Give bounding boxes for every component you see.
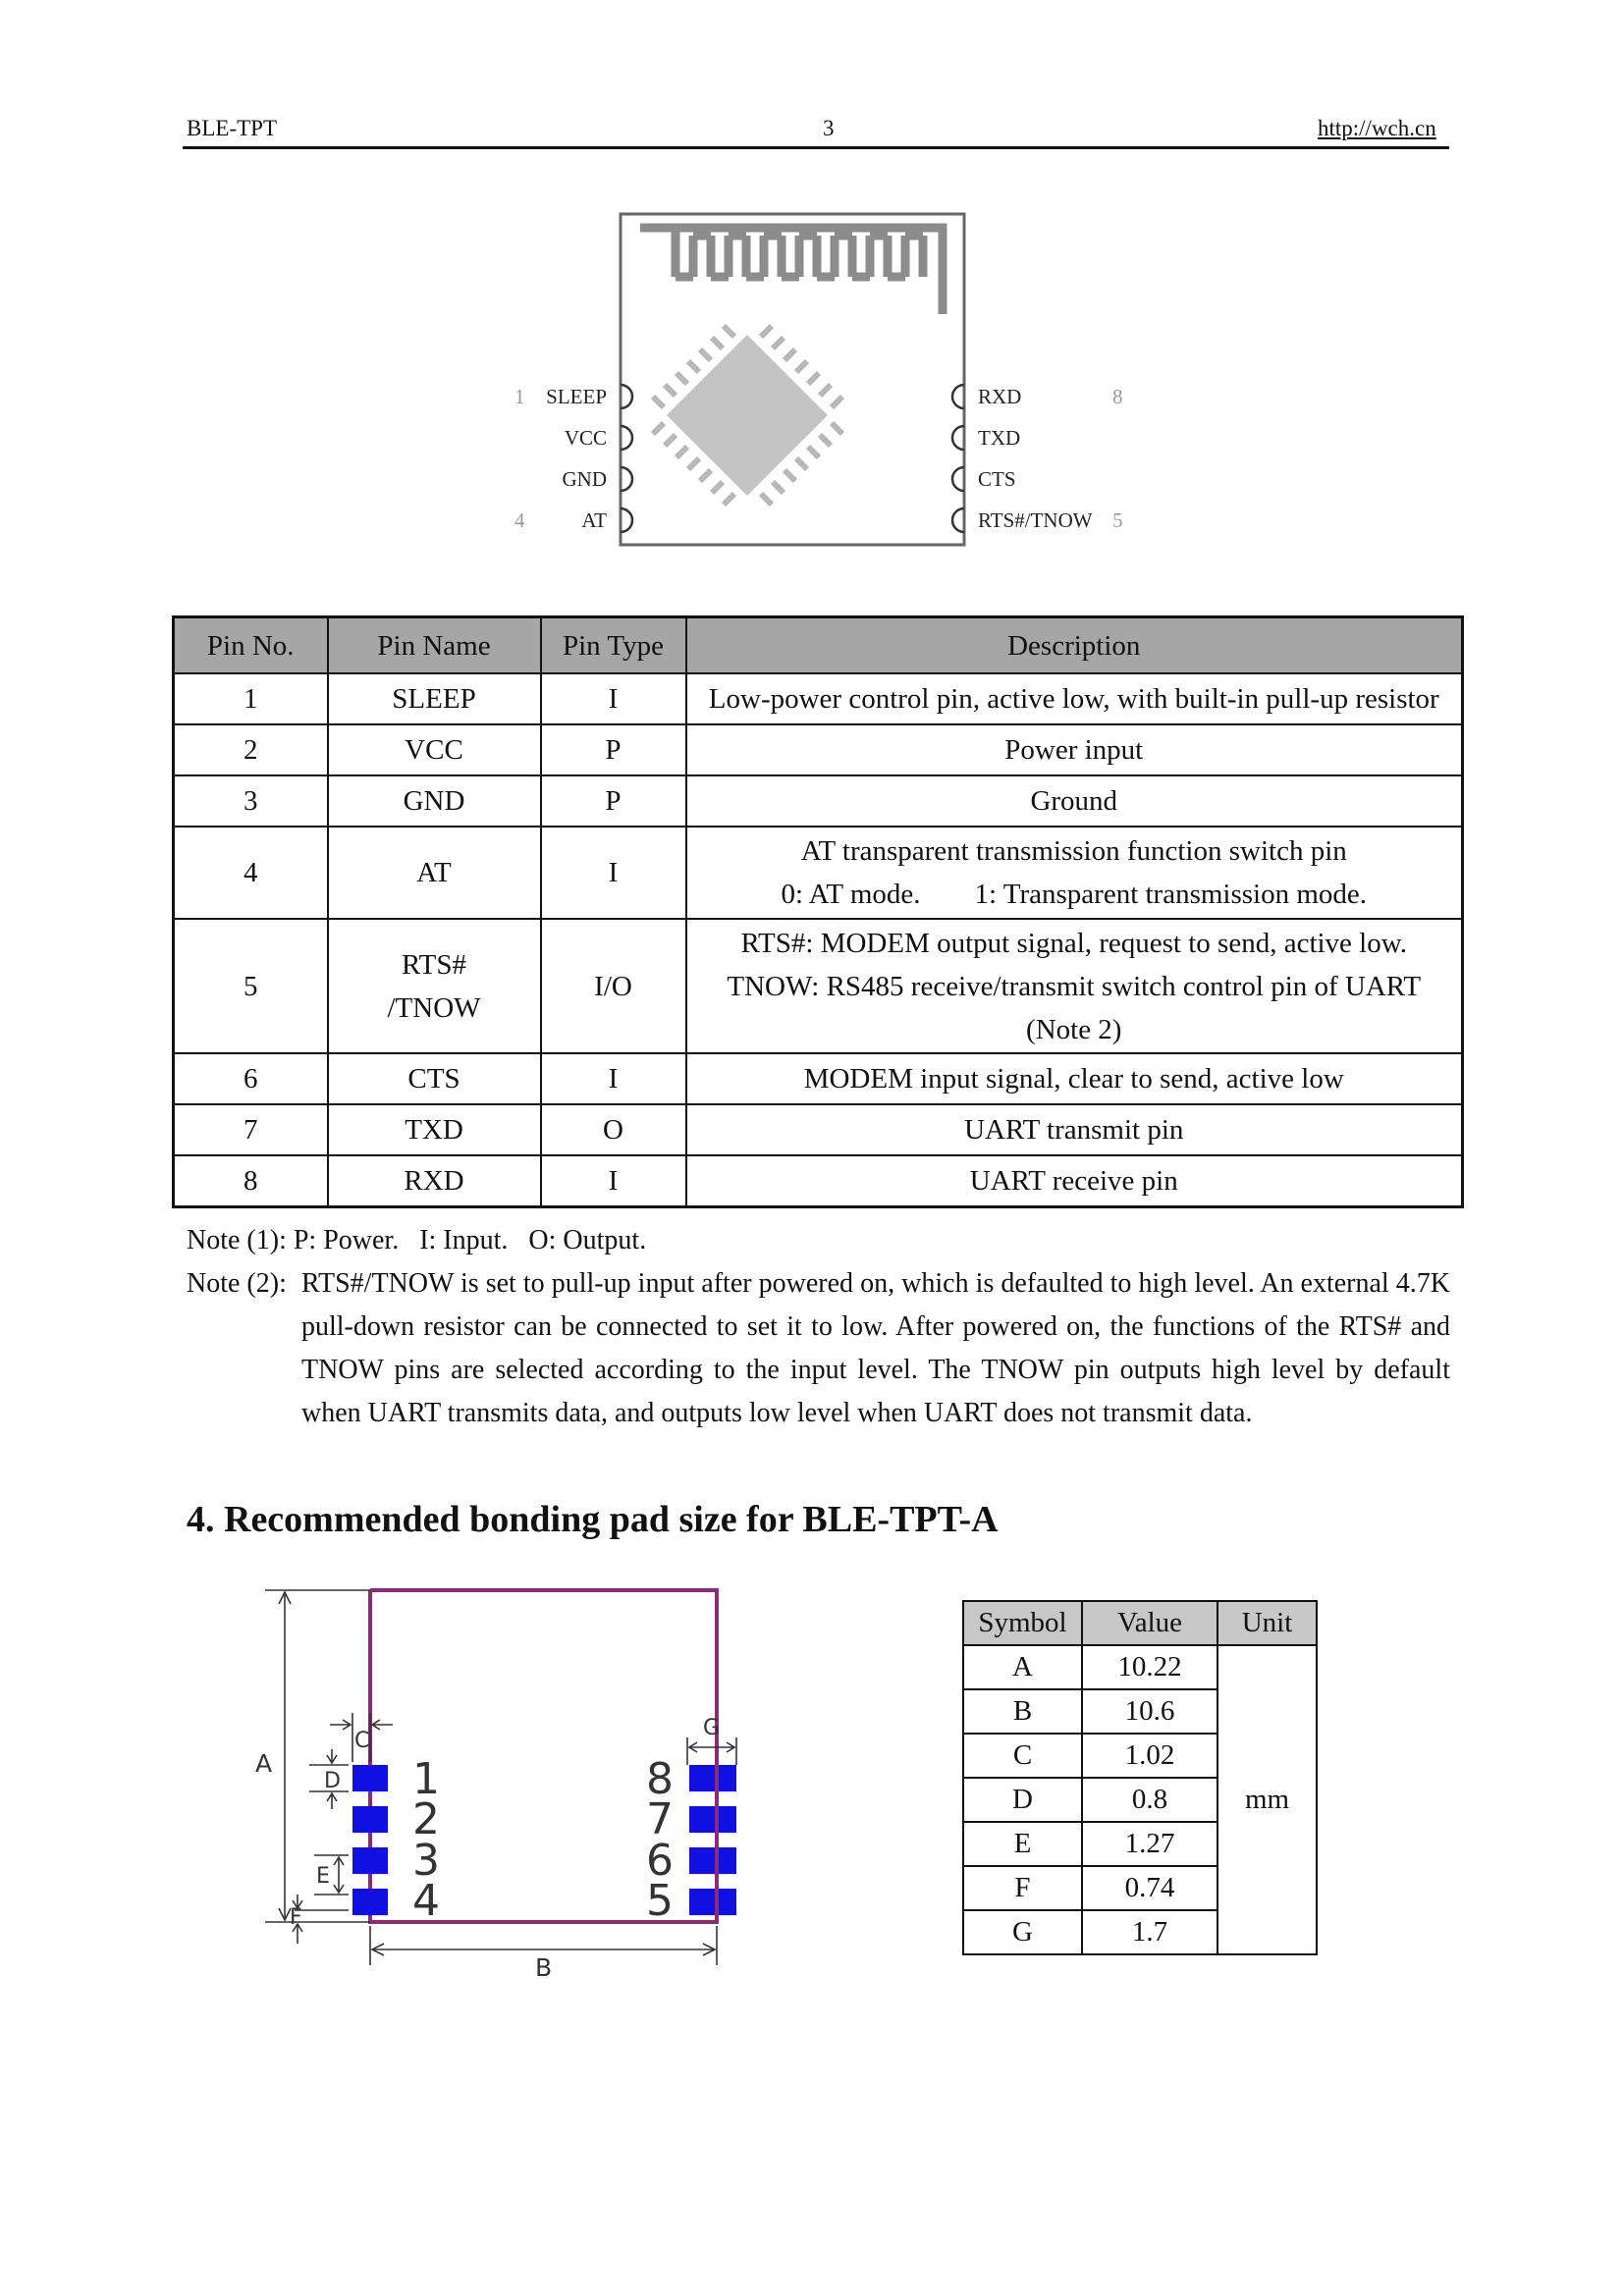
pad-4	[352, 1889, 388, 1915]
pad-2	[352, 1806, 388, 1833]
page-number: 3	[823, 116, 835, 140]
pad-number-1: 1	[412, 1754, 440, 1804]
pin-name: TXD	[328, 1104, 541, 1155]
value: 0.8	[1082, 1778, 1217, 1822]
pin-desc-note-ref: (Note 2)	[1026, 1013, 1122, 1045]
note-1: Note (1): P: Power. I: Input. O: Output.	[187, 1225, 647, 1255]
pin-name	[328, 919, 541, 1053]
pad-number-2: 2	[412, 1794, 440, 1844]
pad-number-7: 7	[646, 1794, 674, 1844]
pin-name: GND	[328, 775, 541, 827]
value: 10.6	[1082, 1689, 1217, 1734]
table-row	[174, 919, 1463, 1053]
pad-number-8: 8	[646, 1754, 674, 1804]
pad-number-5: 5	[646, 1876, 674, 1926]
value: 1.02	[1082, 1734, 1217, 1778]
col-header-pin-type: Pin Type	[541, 617, 686, 674]
right-pin-name-rxd: RXD	[978, 385, 1022, 408]
pad-number-3: 3	[412, 1836, 440, 1886]
note-2-text: RTS#/TNOW is set to pull-up input after powered on, which is defaulted to high level. An external 4.7K pull-down resistor can be connected to set it to low. After powered on, the functions of the RTS# and TNOW pins are selected according to the input level. The TNOW pin outputs high level by default when UART transmits data, and outputs low level when UART does not transmit data.	[301, 1268, 1450, 1428]
castellation-right	[952, 385, 964, 532]
pad-1	[352, 1765, 388, 1791]
pin-name: CTS	[328, 1053, 541, 1104]
pin-no: 5	[174, 919, 328, 1053]
pad-7	[689, 1806, 736, 1833]
right-pin-name-rts: RTS#/TNOW	[978, 508, 1093, 532]
pin-type: P	[541, 775, 686, 827]
dimension-table	[962, 1600, 1318, 1955]
table-row	[174, 1155, 1463, 1206]
pin-type: I	[541, 673, 686, 724]
left-pin-num-4: 4	[514, 508, 525, 532]
pin-name: RXD	[328, 1155, 541, 1206]
left-pin-name-at: AT	[581, 508, 607, 532]
pin-desc: Low-power control pin, active low, with built-in pull-up resistor	[686, 673, 1463, 724]
symbol: B	[963, 1689, 1082, 1734]
left-pin-num-1: 1	[514, 385, 525, 408]
pin-desc	[686, 919, 1463, 1053]
chip-icon	[653, 326, 842, 505]
pin-name: AT	[328, 827, 541, 919]
col-header-pin-name: Pin Name	[328, 617, 541, 674]
pad-5	[689, 1889, 736, 1915]
symbol: C	[963, 1734, 1082, 1778]
pin-desc	[686, 827, 1463, 919]
table-header-row	[174, 617, 1463, 674]
pin-type: P	[541, 724, 686, 775]
dim-label-g: G	[703, 1716, 721, 1740]
dim-label-e: E	[316, 1864, 330, 1889]
pin-desc: MODEM input signal, clear to send, active low	[686, 1053, 1463, 1104]
table-row	[963, 1645, 1317, 1689]
pin-desc: UART receive pin	[686, 1155, 1463, 1206]
left-pin-name-gnd: GND	[562, 467, 607, 491]
dim-label-d: D	[324, 1769, 341, 1793]
bonding-pad-diagram	[236, 1571, 1021, 1983]
table-row	[174, 1104, 1463, 1155]
table-row	[174, 775, 1463, 827]
header-title: BLE-TPT	[187, 116, 277, 140]
castellation-left	[621, 385, 632, 532]
col-header-description: Description	[686, 617, 1463, 674]
symbol: A	[963, 1645, 1082, 1689]
pin-no: 4	[174, 827, 328, 919]
pin-name-line: RTS#	[402, 948, 466, 981]
pin-desc: Ground	[686, 775, 1463, 827]
dim-label-c: C	[354, 1729, 370, 1753]
symbol: G	[963, 1910, 1082, 1954]
right-pin-name-cts: CTS	[978, 467, 1016, 491]
table-row	[174, 1053, 1463, 1104]
value: 1.7	[1082, 1910, 1217, 1954]
pad-number-4: 4	[412, 1876, 440, 1926]
module-pinout-diagram	[0, 0, 1623, 569]
pin-no: 1	[174, 673, 328, 724]
table-row	[174, 673, 1463, 724]
antenna-trace	[640, 228, 943, 314]
pin-type: O	[541, 1104, 686, 1155]
pin-desc: Power input	[686, 724, 1463, 775]
pin-no: 3	[174, 775, 328, 827]
pin-type: I	[541, 1155, 686, 1206]
dim-label-b: B	[535, 1953, 553, 1982]
col-header-symbol: Symbol	[963, 1601, 1082, 1645]
header-url-link[interactable]: http://wch.cn	[1318, 116, 1436, 140]
pin-no: 8	[174, 1155, 328, 1206]
left-pin-name-vcc: VCC	[564, 426, 607, 450]
pin-no: 2	[174, 724, 328, 775]
pad-6	[689, 1847, 736, 1874]
table-header-row	[963, 1601, 1317, 1645]
value: 1.27	[1082, 1822, 1217, 1866]
pin-no: 6	[174, 1053, 328, 1104]
symbol: F	[963, 1866, 1082, 1910]
pin-desc-line: TNOW: RS485 receive/transmit switch control pin of UART	[727, 970, 1422, 1002]
pin-desc-transparent-mode: 1: Transparent transmission mode.	[974, 879, 1368, 910]
col-header-value: Value	[1082, 1601, 1217, 1645]
pin-type: I	[541, 827, 686, 919]
unit: mm	[1217, 1645, 1317, 1954]
symbol: D	[963, 1778, 1082, 1822]
value: 10.22	[1082, 1645, 1217, 1689]
pin-desc-at-mode: 0: AT mode.	[781, 879, 921, 910]
table-row	[174, 724, 1463, 775]
note-2-label: Note (2):	[187, 1268, 287, 1299]
pin-table	[172, 615, 1464, 1208]
right-pin-name-txd: TXD	[978, 426, 1021, 450]
pin-desc-line: RTS#: MODEM output signal, request to send, active low.	[740, 927, 1408, 959]
right-pin-num-8: 8	[1112, 385, 1123, 408]
table-row	[174, 827, 1463, 919]
right-pads	[689, 1765, 736, 1915]
pad-8	[689, 1765, 736, 1791]
dim-label-f: F	[290, 1905, 302, 1930]
pin-type: I/O	[541, 919, 686, 1053]
left-pin-name-sleep: SLEEP	[546, 385, 607, 408]
dim-label-a: A	[255, 1749, 273, 1778]
pin-desc-line: AT transparent transmission function switch pin	[800, 835, 1347, 867]
pin-name: SLEEP	[328, 673, 541, 724]
pin-desc: UART transmit pin	[686, 1104, 1463, 1155]
pad-3	[352, 1847, 388, 1874]
value: 0.74	[1082, 1866, 1217, 1910]
pin-name: VCC	[328, 724, 541, 775]
pin-type: I	[541, 1053, 686, 1104]
symbol: E	[963, 1822, 1082, 1866]
pin-name-line: /TNOW	[387, 991, 481, 1024]
col-header-pin-no: Pin No.	[174, 617, 328, 674]
pad-number-6: 6	[646, 1836, 674, 1886]
col-header-unit: Unit	[1217, 1601, 1317, 1645]
pin-no: 7	[174, 1104, 328, 1155]
right-pin-num-5: 5	[1112, 508, 1123, 532]
section-heading: 4. Recommended bonding pad size for BLE-TPT-A	[187, 1499, 999, 1540]
